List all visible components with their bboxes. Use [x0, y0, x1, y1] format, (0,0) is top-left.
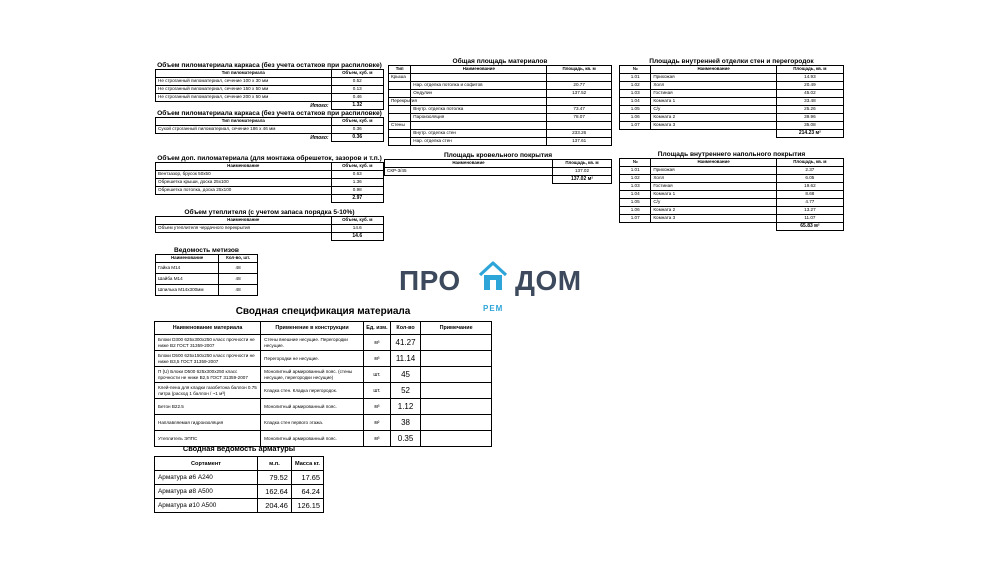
total-row: Итого: 0.36: [156, 134, 384, 142]
total-row: 214.23 м²: [620, 130, 844, 138]
col-header: Наименование: [385, 160, 553, 168]
col-header: Масса кг.: [291, 457, 323, 471]
table-row: Арматура ø6 А240 79.52 17.65: [155, 471, 324, 485]
col-header: Площадь, кв. м: [547, 66, 612, 74]
table-row: 1.06 Комната 2 39.96: [620, 114, 844, 122]
col-header: Наименование: [411, 66, 547, 74]
col-header: Кол-во, шт.: [219, 255, 258, 263]
table-row: 1.01 Прихожая 2.37: [620, 167, 844, 175]
col-header: Объем, куб. м: [331, 70, 383, 78]
table-row: 1.02 Холл 20.49: [620, 82, 844, 90]
fasteners-table: [155, 247, 258, 296]
col-header: Наименование: [156, 255, 219, 263]
total-row: 65.83 м²: [620, 223, 844, 231]
table-row: Нар. отделка стен 137.61: [389, 138, 612, 146]
col-header: №: [620, 159, 651, 167]
floor-area-title: Площадь внутреннего напольного покрытия: [657, 151, 806, 158]
fasteners-title: Ведомость метизов: [173, 247, 239, 254]
table-row: Гайка М14 48: [156, 263, 258, 274]
table-row: Внутр. отделка стен 233.26: [389, 130, 612, 138]
walls-area-table: [619, 58, 844, 138]
frame-lumber-dry-title: Объем пиломатериала каркаса (без учета остатков при распиловке): [157, 110, 382, 117]
col-header: Наименование: [651, 159, 776, 167]
table-row: Пароизоляция 78.07: [389, 114, 612, 122]
col-header: Тип: [389, 66, 411, 74]
frame-lumber-dry-table: [155, 110, 384, 142]
table-row: СКР-3/45 137.02: [385, 168, 612, 176]
col-header: Площадь, кв. м: [776, 66, 843, 74]
table-row: 1.06 Комната 2 13.27: [620, 207, 844, 215]
table-row: Внутр. отделка потолка 73.47: [389, 106, 612, 114]
table-row: Блоки D500 625x150x250 класс прочности не ниже В3,5 ГОСТ 31359-2007 Перегородки не несущие. м³ 11.14: [155, 351, 492, 367]
frame-lumber-title: Объем пиломатериала каркаса (без учета остатков при распиловке): [157, 62, 382, 69]
table-row: Стены: [389, 122, 612, 130]
insulation-table: [155, 209, 384, 241]
table-row: Нар. отделка потолка и софитов 20.77: [389, 82, 612, 90]
materials-area-title: Общая площадь материалов: [452, 58, 548, 65]
logo-subtext: РЕМ: [483, 304, 504, 313]
table-row: Перекрытия: [389, 98, 612, 106]
extra-lumber-title: Объем доп. пиломатериала (для монтажа обрешеток, зазоров и т.п.): [157, 155, 382, 162]
roof-area-table: [384, 152, 612, 184]
table-row: Шайба М14 48: [156, 274, 258, 285]
table-row: П (U) Блоки D500 625x300x250 класс прочности не ниже В2,5 ГОСТ 31359-2007 Монолитный армированный пояс. (стены несущие, перегородки несущие) шт. 45: [155, 367, 492, 383]
total-row: 2.97: [156, 195, 384, 203]
table-row: Ондулин 137.52: [389, 90, 612, 98]
total-row: 14.6: [156, 233, 384, 241]
table-row: Крыша: [389, 74, 612, 82]
walls-area-title: Площадь внутренней отделки стен и перегородок: [649, 58, 814, 65]
table-row: Шпилька М14x300мм 48: [156, 285, 258, 296]
company-logo: [399, 265, 599, 313]
col-header: Объем, куб. м: [331, 163, 383, 171]
table-row: Клей-пена для кладки газобетона баллон 0.75 литра (расход 1 баллон / ~1 м³) Кладка стен. Кладка перегородок. шт. 52: [155, 383, 492, 399]
table-row: Арматура ø8 А500 162.64 64.24: [155, 485, 324, 499]
table-row: 1.03 Гостиная 45.02: [620, 90, 844, 98]
table-row: Обрешетка крыши, доска 25x100 1.36: [156, 179, 384, 187]
col-header: Тип пиломатериала: [156, 70, 332, 78]
table-row: Сухой строганный пиломатериал, сечение 186 x 46 мм 0.36: [156, 126, 384, 134]
table-row: Бетон В22.5 Монолитный армированный пояс. м³ 1.12: [155, 399, 492, 415]
table-row: 1.05 С/у 4.77: [620, 199, 844, 207]
insulation-title: Объем утеплителя (с учетом запаса порядка 5-10%): [184, 209, 355, 216]
col-header: Тип пиломатериала: [156, 118, 332, 126]
rebar-title: Сводная ведомость арматуры: [182, 444, 296, 453]
table-row: 1.03 Гостиная 19.62: [620, 183, 844, 191]
table-row: Не строганный пиломатериал, сечение 100 x 30 мм 0.52: [156, 78, 384, 86]
col-header: Объем, куб. м: [331, 217, 383, 225]
table-row: 1.04 Комната 1 33.48: [620, 98, 844, 106]
extra-lumber-table: [155, 155, 384, 203]
table-row: Обрешетка потолка, доска 25x100 0.98: [156, 187, 384, 195]
table-row: Объем утеплителя чердачного перекрытия 14.6: [156, 225, 384, 233]
table-row: 1.07 Комната 3 11.07: [620, 215, 844, 223]
col-header: Наименование: [156, 163, 332, 171]
table-row: Арматура ø10 А500 204.46 126.15: [155, 499, 324, 513]
logo-text-right: ДОМ: [515, 265, 582, 296]
col-header: Применение в конструкции: [261, 322, 364, 335]
table-row: Вентзазор, брусок 50x50 0.63: [156, 171, 384, 179]
col-header: Площадь, кв. м: [552, 160, 611, 168]
table-row: Утеплитель ЭППС Монолитный армированный пояс. м³ 0.35: [155, 431, 492, 447]
table-row: Не строганный пиломатериал, сечение 200 x 50 мм 0.46: [156, 94, 384, 102]
col-header: м.п.: [258, 457, 292, 471]
house-icon: [477, 260, 509, 294]
table-row: 1.04 Комната 1 8.68: [620, 191, 844, 199]
col-header: Ед. изм.: [363, 322, 390, 335]
table-row: 1.05 С/у 25.26: [620, 106, 844, 114]
roof-area-title: Площадь кровельного покрытия: [443, 152, 553, 159]
table-row: 1.07 Комната 3 35.08: [620, 122, 844, 130]
total-row: Итого: 1.32: [156, 102, 384, 110]
col-header: Сортамент: [155, 457, 258, 471]
table-row: 1.02 Холл 6.05: [620, 175, 844, 183]
total-row: 137.02 м²: [385, 176, 612, 184]
specification-table: [154, 306, 492, 447]
col-header: Наименование материала: [155, 322, 261, 335]
col-header: Примечание: [421, 322, 492, 335]
col-header: Объем, куб. м: [331, 118, 383, 126]
col-header: Наименование: [651, 66, 776, 74]
col-header: Площадь, кв. м: [776, 159, 843, 167]
table-row: Блоки D300 625x300x250 класс прочности не ниже В2 ГОСТ 31359-2007 Стены внешние несущие. Перегородки несущие. м³ 41.27: [155, 335, 492, 351]
table-row: Наплавляемая гидроизоляция Кладка стен первого этажа. м² 38: [155, 415, 492, 431]
logo-text-left: ПРО: [399, 265, 461, 296]
specification-title: Сводная спецификация материала: [235, 306, 411, 317]
col-header: Кол-во: [390, 322, 420, 335]
table-row: 1.01 Прихожая 14.93: [620, 74, 844, 82]
frame-lumber-table: [155, 62, 384, 110]
rebar-table: [154, 444, 324, 513]
table-row: Не строганный пиломатериал, сечение 150 x 50 мм 0.13: [156, 86, 384, 94]
floor-area-table: [619, 151, 844, 231]
col-header: Наименование: [156, 217, 332, 225]
materials-area-table: [388, 58, 612, 146]
col-header: №: [620, 66, 651, 74]
